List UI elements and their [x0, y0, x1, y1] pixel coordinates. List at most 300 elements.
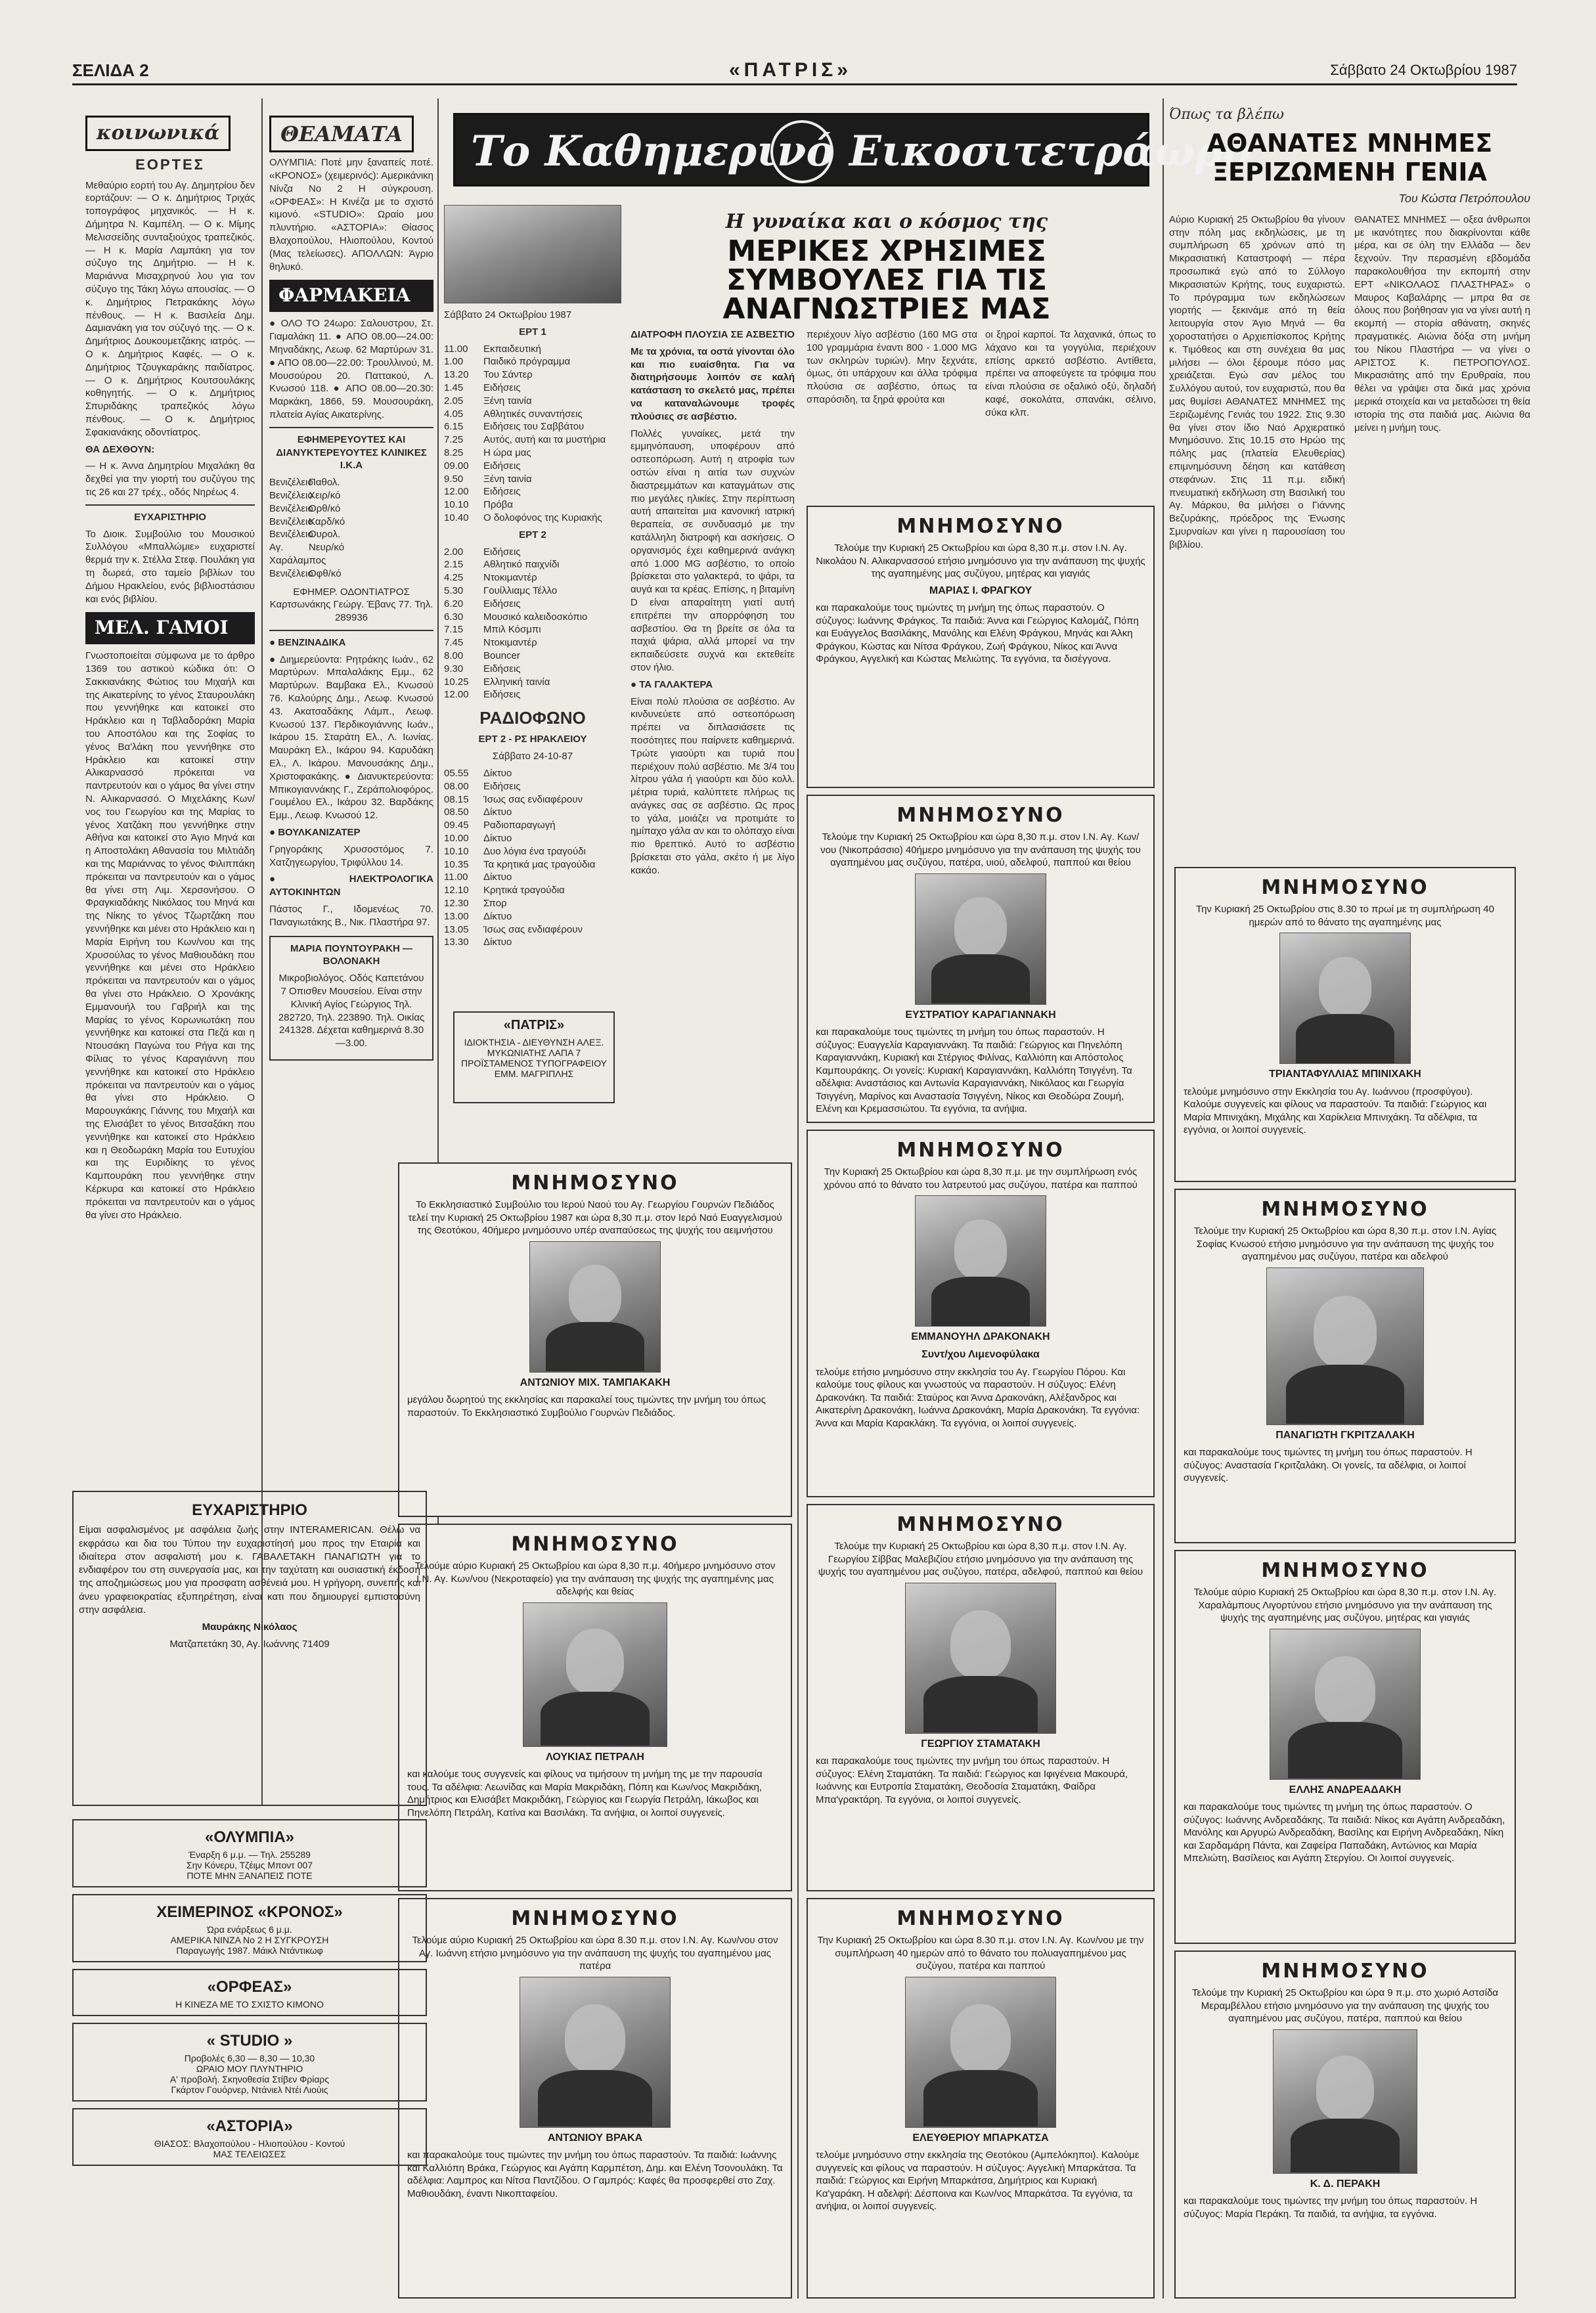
ert2-row-label: Μουσικό καλειδοσκόπιο — [483, 611, 588, 623]
ert1-row — [444, 408, 621, 421]
ert2-row — [444, 546, 621, 559]
memorial-details: τελούμε μνημόσυνο στην Εκκλησία του Αγ. Ιωάννου (προσφύγου). Καλούμε συγγενείς και φίλους να παραστούν. Τα παιδιά: Γεώργιος και Μαρία Μπινιχάκη, Μιχάλης και Χαρίκλεια Μπινιχάκη. Τα αδέλφια, τα εγγόνια, οι λοιποί συγγενείς. — [1184, 1086, 1487, 1136]
radio-row-time: 09.45 — [444, 820, 469, 831]
memorial-details: και παρακαλούμε τους τιμώντες τη μνήμη του όπως παραστούν. Η σύζυγος: Ευαγγελία Καραγιαννάκη. Τα παιδιά: Γεώργιος και Πηνελόπη Καραγιαννάκη, Κυριακή και Στέργιος Φιλίνας, Καλλιόπη και Απόστολος Καμπουράκης. Οι γονείς: Κυριακή Καραγιαννάκη, Καλλιόπη Τσιγγένη. Τα αδέλφια: Αναστάσιος και Αντωνία Καραγιαννάκη, Νικόλαος και Γεωργία Τσιγγένη, Μαρίνος και Αναστασία Τσιγγένη, Νίκος και Θεοδώρα Ζουμή, Ελένη και Κρεμασσιώτου. Τα εγγόνια, τα ανήψια. — [816, 1026, 1132, 1115]
memorial-notice — [1174, 1550, 1516, 1944]
radio-row-label: Δίκτυο — [483, 910, 512, 922]
memorial-details: και παρακαλούμε τους τιμώντες τη μνήμη του όπως παραστούν. Η σύζυγος: Αναστασία Γκριτζαλάκη. Οι γονείς, τα αδέλφια, οι λοιποί συγγενείς. — [1184, 1447, 1473, 1484]
portrait-photo — [1270, 1629, 1421, 1780]
ert2-row-label: Ελληνική ταινία — [483, 676, 550, 688]
ert2-row-label: Bouncer — [483, 650, 520, 661]
cinema-ad-line: ΘΙΑΣΟΣ: Βλαχοπούλου - Ηλιοπούλου - Κοντού — [154, 2138, 345, 2149]
ert2-row-label: Ειδήσεις — [483, 598, 521, 609]
ert1-row-label: Ξένη ταινία — [483, 473, 532, 485]
ert1-row-time: 4.05 — [444, 408, 464, 420]
radio-row-label: Ίσως σας ενδιαφέρουν — [483, 793, 583, 805]
clinic-row-label: Καρδ/κό — [309, 516, 345, 527]
ert2-row-label: Ειδήσεις — [483, 663, 521, 674]
ert2-row — [444, 636, 621, 650]
clinic-row-time: Βενιζέλειο — [269, 567, 313, 579]
lab-ad-text: Μικροβιολόγος. Οδός Καπετάνου 7 Οπισθεν Μουσείου. Είναι στην Κλινική Αγίος Γεώργιος Τηλ. 282720, Τηλ. 223890. Τηλ. Οικίας 241328. Δέχεται καθημερινά 8.30—3.00. — [278, 973, 425, 1049]
radio-row-time: 08.00 — [444, 780, 469, 792]
portrait-photo — [1279, 933, 1411, 1064]
divider — [269, 630, 433, 631]
imprint-box — [453, 1011, 615, 1103]
cinema-ads — [72, 1819, 427, 2279]
feature-col3-text: οι ξηροί καρποί. Τα λαχανικά, όπως το λάχανο και τα γογγύλια, περιέχουν επίσης αρκετό ασβέστιο. Αντίθετα, πρέπει να αποφεύγετε τα τρόφιμα που είναι πλούσια σε οξαλικό οξύ, δηλαδή καφέ, σοκολάτα, σπανάκι, σέλινο, σύκα κλπ. — [985, 329, 1156, 418]
thanks-ad-signer: Μαυράκης Νικόλαος — [202, 1621, 298, 1633]
memorial-body: Το Εκκλησιαστικό Συμβούλιο του Ιερού Ναού του Αγ. Γεωργίου Γουρνών Πεδιάδος τελεί την Κυριακή 25 Οκτωβρίου 1987 και ώρα 8,30 π.μ. στον Ιερό Ναό Ευαγγελισμού της Θεοτόκου, 40ήμερο μνημόσυνο υπέρ αναπαύσεως της ψυχής του αειμνήστου — [408, 1199, 782, 1236]
weddings-header: ΜΕΛ. ΓΑΜΟΙ — [85, 612, 255, 644]
ert1-row — [444, 460, 621, 473]
page-number: ΣΕΛΙΔΑ 2 — [72, 60, 149, 80]
vulcanizers-text: Γρηγοράκης Χρυσοστόμος 7. Χατζηγεωργίου, Τριφύλλου 14. — [269, 843, 433, 868]
memorial-name: ΕΛΛΗΣ ΑΝΔΡΕΑΔΑΚΗ — [1289, 1784, 1402, 1795]
radio-row-label: Δυο λόγια ένα τραγούδι — [483, 845, 586, 857]
receive-text: — Η κ. Άννα Δημητρίου Μιχαλάκη θα δεχθεί για την γιορτή του συζύγου της τις 26 και 27 τρέχ., οδός Νηρέως 4. — [85, 460, 255, 498]
radio-row — [444, 897, 621, 910]
radio-row-time: 10.10 — [444, 845, 469, 857]
radio-row-time: 12.10 — [444, 885, 469, 896]
memorial-name: ΠΑΝΑΓΙΩΤΗ ΓΚΡΙΤΖΑΛΑΚΗ — [1275, 1429, 1415, 1441]
clinic-row-time: Αγ. Χαράλαμπος — [269, 542, 326, 566]
memorial-notice — [398, 1524, 792, 1891]
clinics-title: ΕΦΗΜΕΡΕΥΟΥΤΕΣ ΚΑΙ ΔΙΑΝΥΚΤΕΡΕΥΟΥΤΕΣ ΚΛΙΝΙΚΕΣ Ι.Κ.Α — [276, 433, 427, 472]
portrait-face — [566, 1629, 623, 1694]
ert1-row — [444, 420, 621, 433]
feasts-title: ΕΟΡΤΕΣ — [135, 156, 205, 173]
memorial-title: ΜΝΗΜΟΣΥΝΟ — [511, 1907, 679, 1930]
ert1-row-time: 6.15 — [444, 421, 464, 433]
weddings-text: Γνωστοποιείται σύμφωνα με το άρθρο 1369 του αστικού κώδικα ότι: Ο Σακκιανάκης Φώτιος του Μιχαήλ και της Αικατερίνης το γένος Σταυρουλάκη που γεννήθηκε και κατοικεί στο Ηράκλειο και η Ταβλαδοράκη Μαρία του Αποστόλου και της Σοφίας το γένος Βα'λάκη που γεννήθηκε στο Ηράκλειο και κατοικεί στην Αλικαρνασσό πρόκειται να παντρευτούν και ο γάμος θα γίνει στην Ν. Αλικαρνασσό. Ο Μιχελάκης Κων/νος του Γεωργίου και της Μαρίας το γένος Χατζάκη που γεννήθηκε στην Αθήνα και κατοικεί στο Άγιο Μηνά και η Αποστολάκη Αθανασία του Μιλτιάδη και της Μαριάννας το γένος Φιλιππάκη πρόκειται να παντρευτούν και ο γάμος θα γίνει στη Λιμ. Χερσονήσου. Ο Φραγκιαδάκης Νικόλαος του Μηνά και της Νίκης το γένος Τζωρτζάκη που γεννήθηκε και μένει στο Ηράκλειο και η Μαρία Ειρήνη του Κων/νου και της Χρυσούλας το γένος Μαθιουδάκη που γεννήθηκε και μένει στο Ηράκλειο πρόκειται να παντρευτούν και ο γάμος θα γίνει στο Ηράκλειο. Ο Χρονάκης Εμμανουήλ του Γαβριήλ και της Μαρίας το γένος Κορωνιωτάκη που γεννήθηκε και κατοικεί στα Πεζά και η Ντουσάκη Παγώνα του Ρήγα και της Φίλιας το γένος Καραγιάννη που γεννήθηκε και κατοικεί στο Ηράκλειο πρόκειται να παντρευτούν και ο γάμος θα γίνει στο Ηράκλειο. Ο Μαρουγκάκης Γιάννης του Μιχαήλ και της Ελισάβετ το γένος Βιτσαξάκη που γεννήθηκε και κατοικεί στο Ηράκλειο και η Θεοδωράκη Μαρία του Ευτυχίου και της Ευριδίκης το γένος Καμπουράκη που γεννήθηκε στην Κέρκυρα και κατοικεί στο Ηράκλειο πρόκειται να παντρευτούν και ο γάμος θα γίνει στο Ηράκλειο. — [85, 650, 255, 1221]
ert2-schedule — [444, 546, 621, 702]
issue-date: Σάββατο 24 Οκτωβρίου 1987 — [1330, 62, 1517, 78]
ert1-schedule — [444, 343, 621, 525]
clinic-row-time: Βενιζέλειο — [269, 516, 313, 527]
memorial-details: μεγάλου δωρητού της εκκλησίας και παρακαλεί τους τιμώντες την μνήμη του όπως παραστούν. Το Εκκλησιαστικό Συμβούλιο Γουρνών Πεδιάδος. — [407, 1394, 766, 1419]
ert2-row-time: 2.15 — [444, 559, 464, 571]
ert1-row — [444, 433, 621, 447]
ert2-row-label: Αθλητικό παιχνίδι — [483, 559, 560, 571]
clinic-row-time: Βενιζέλειο — [269, 489, 313, 501]
gas-header: ● ΒΕΝΖΙΝΑΔΙΚΑ — [269, 636, 346, 648]
ert1-row-time: 13.20 — [444, 369, 469, 381]
cinema-ad-title: «ΑΣΤΟΡΙΑ» — [206, 2117, 293, 2135]
radio-row-label: Ραδιοπαραγωγή — [483, 820, 556, 831]
ert2-row — [444, 598, 621, 611]
ert1-row-label: Αυτός, αυτή και τα μυστήρια — [483, 434, 606, 446]
receive-title: ΘΑ ΔΕΧΘΟΥΝ: — [85, 443, 155, 455]
feature-col-1 — [631, 328, 795, 876]
radio-row — [444, 923, 621, 936]
portrait-photo — [523, 1602, 667, 1747]
ert2-row-time: 5.30 — [444, 584, 464, 596]
radio-row — [444, 910, 621, 923]
cinema-ad — [72, 1969, 427, 2016]
radio-row-time: 12.30 — [444, 897, 469, 909]
ert1-row-label: Εκπαιδευτική — [483, 343, 541, 355]
memorial-details: τελούμε ετήσιο μνημόσυνο στην εκκλησία του Αγ. Γεωργίου Πόρου. Και καλούμε τους φίλους και γνωστούς να παραστούν. Η σύζυγος: Ελένη Δρακονάκη. Τα παιδιά: Σταύρος και Άννα Δρακονάκη, Αλέξανδρος και Αικατερίνη Δρακονάκη, Ιωάννα Δρακονάκη, Μαρία Δρακονάκη. Τα εγγόνια: Άννα και Μαρία Καρακλάκη. Τα εγγόνια, οι λοιποί συγγενείς. — [816, 1366, 1140, 1429]
ert1-row-time: 10.40 — [444, 512, 469, 523]
ert1-row — [444, 512, 621, 525]
cinema-ad-line: Έναρξη 6 μ.μ. — Τηλ. 255289 — [188, 1849, 311, 1860]
memorial-name: ΤΡΙΑΝΤΑΦΥΛΛΙΑΣ ΜΠΙΝΙΧΑΚΗ — [1269, 1068, 1421, 1080]
radio-row-label: Κρητικά τραγούδια — [483, 885, 565, 896]
memorial-body: Τελούμε αύριο Κυριακή 25 Οκτωβρίου και ώρα 8,30 π.μ. 40ήμερο μνημόσυνο στον Ι.Ν. Αγ. Κων/νου (Νεκροταφείο) για την ανάπαυση της ψυχής της αγαπημένης μας αδελφής και θείας — [414, 1560, 776, 1597]
memorial-name-subtitle: Συντ/χου Λιμενοφύλακα — [921, 1348, 1040, 1360]
gas-text: ● Διημερεύοντα: Ρητράκης Ιωάν., 62 Μαρτύρων. Μπαλαλάκης Εμμ., 62 Μαρτύρων. Βαμβακα Ελ., Κνωσού 76. Καλούρης Δημ., Λεωφ. Κνωσού 43. Ακατσαδάκης Λάμπ., Λεωφ. Κνωσού 137. Περδικογιάννης Ιωάν., Ικάρου 15. Σταράτη Ελ., Λ. Ιωνίας. Μαυράκη Ελ., Ικάρου 94. Καρυδάκη Ελ., Λ. Ικάρου. Μανουσάκης Δημ., Χριστοφακάκης. ● Διανυκτερεύοντα: Μπικογιαννάκης Γ., Ζεράπολιοφόρος. Γουμέλου Ελ., Ικάρου 32. Βαρδάκης Εμμ., Λεωφ. Κνωσού 12. — [269, 653, 433, 822]
memorial-title: ΜΝΗΜΟΣΥΝΟ — [897, 804, 1065, 827]
memorial-notice — [1174, 1950, 1516, 2299]
radio-schedule — [444, 767, 621, 949]
tv-set-image — [444, 205, 621, 303]
feature-col2-text: περιέχουν λίγο ασβέστιο (160 MG στα 100 γραμμάρια έναντι 800 - 1.000 MG των σκληρών τυριών). Μην ξεχνάτε, όμως, ότι υπάρχουν και άλλα τρόφιμα πλούσια σε ασβέστιο, όπως τα σπαρόσιδη, τα ξηρά φρούτα και — [807, 329, 977, 405]
memorial-title: ΜΝΗΜΟΣΥΝΟ — [897, 1513, 1065, 1536]
ert1-row — [444, 355, 621, 368]
memorial-title: ΜΝΗΜΟΣΥΝΟ — [897, 1907, 1065, 1930]
memorial-notice — [807, 1504, 1155, 1891]
ert2-row — [444, 688, 621, 701]
ert2-row-label: Γουίλλιαμς Τέλλο — [483, 584, 558, 596]
ert2-row — [444, 611, 621, 624]
portrait-body — [1291, 2119, 1400, 2173]
ert1-row-label: Πρόβα — [483, 499, 514, 511]
clinic-row-label: Ουρολ. — [309, 529, 341, 540]
memorial-details: και παρακαλούμε τους τιμώντες τη μνήμη της όπως παραστούν. Ο σύζυγος: Ιωάννης Ανδρεαδάκης. Τα παιδιά: Νίκος και Αγάπη Ανδρεαδάκη, Μανόλης και Αργυρώ Ανδρεαδάκη, Βασίλης και Ειρήνη Ανδρεαδάκη, Νίκη και Σαρδαμάρη Πάντα, και Ζαφείρα Παπαδάκη, Αντώνιος και Μαρία Μπελιώτη, Βασίλειος και Αγάπη Στεργίου. Οι λοιποί συγγενείς. — [1184, 1801, 1505, 1864]
ert2-row — [444, 558, 621, 571]
memorial-details: και καλούμε τους συγγενείς και φίλους να τιμήσουν τη μνήμη της με την παρουσία τους. Τα αδέλφια: Λεωνίδας και Μαρία Μακριδάκη, Πόπη και Κων/νος Μακριδάκη, Δημήτριος και Ελισάβετ Μακριδάκη, Γεώργιος και Γεωργία Πετράλη, Ιάκωβος και Πηνελόπη Πετράλη, Κατίνα και Βασιλάκη. Τα ανήψια, οι λοιποί συγγενείς. — [407, 1769, 763, 1818]
memorial-body: Την Κυριακή 25 Οκτωβρίου στις 8.30 το πρωί με τη συμπλήρωση 40 ημερών από το θάνατο της αγαπημένης μας — [1196, 904, 1494, 928]
emblem-icon — [770, 120, 833, 183]
memorial-title: ΜΝΗΜΟΣΥΝΟ — [1261, 876, 1429, 899]
electric-text: Πάστος Γ., Ιδομενέως 70. Παναγιωτάκης Β., Νικ. Πλαστήρα 97. — [269, 904, 433, 928]
portrait-photo — [520, 1977, 671, 2128]
memorial-name: ΕΜΜΑΝΟΥΗΛ ΔΡΑΚΟΝΑΚΗ — [911, 1331, 1050, 1342]
portrait-face — [565, 2004, 625, 2073]
memorial-body: Την Κυριακή 25 Οκτωβρίου και ώρα 8.30 π.μ. στον Ι.Ν. Αγ. Κων/νου με την συμπλήρωση 40 ημερών από το θάνατο του πολυαγαπημένου μας συζύγου, πατέρα και παππού — [817, 1935, 1144, 1972]
cinema-ad-line: Α' προβολή. Σκηνοθεσία Στίβεν Φρίαρς — [169, 2074, 330, 2084]
memorial-name: ΓΕΩΡΓΙΟΥ ΣΤΑΜΑΤΑΚΗ — [921, 1738, 1040, 1750]
feature-body: Πολλές γυναίκες, μετά την εμμηνόπαυση, υποφέρουν από οστεοπόρωση. Αυτή η ατροφία των οστών είναι η αιτία των συχνών διαστρεμμάτων και καταγμάτων στις πιο μεγάλες ηλικίες. Στην περίπτωση αυτή απαιτείται μια κανονική ιατρική θεραπεία, σε συνδυασμό με την κατάλληλη διατροφή και ασκήσεις. Ο οργανισμός έχει καθημερινά ανάγκη από 1.000 MG ασβέστιο, το οποίο βρίσκεται στο γαλακτερά, το ψάρι, τα αυγά και τα κρέας. Επίσης, η βιταμίνη D είναι απαραίτητη γιατί αυτή επιτρέπει την απορρόφηση του ασβεστίου. Θα τη βρείτε σε όλα τα παχιά ψάρια, αλλά μπορεί να την εκπαιδεύσετε συχνά και εκτεθείτε στον ήλιο. — [631, 428, 795, 673]
memorial-body: Τελούμε αύριο Κυριακή 25 Οκτωβρίου και ώρα 8,30 π.μ. στον Ι.Ν. Αγ. Χαραλάμπους Λιγορτύνου ετήσιο μνημόσυνο για την ανάπαυση της ψυχής της αγαπημένης μας συζύγου, μητέρας και γιαγιάς — [1193, 1587, 1497, 1623]
memorial-details: τελούμε μνημόσυνο στην εκκλησία της Θεοτόκου (Αμπελόκηποι). Καλούμε συγγενείς και φίλους να παραστούν. Η σύζυγος: Αγγελική Μπαρκάτσα. Τα παιδιά: Γεώργιος και Ειρήνη Μπαρκάτσα, Δημήτριος και Κυριακή Κα'γαράκη. Η αδελφή: Δέσποινα και Κων/νος Μπαρκάτσα. Τα εγγόνια, τα ανήψια, οι λοιποί συγγενείς. — [816, 2149, 1140, 2213]
portrait-body — [923, 2070, 1037, 2127]
cinema-ad-line: Γκάρτον Γουόρνερ, Ντάνιελ Ντέι Λιούις — [171, 2084, 328, 2095]
ert2-row-label: Μπιλ Κόσμπι — [483, 624, 541, 636]
ert1-title: ΕΡΤ 1 — [519, 326, 546, 338]
clinic-row-time: Βενιζέλειο — [269, 477, 313, 489]
ert2-row-time: 10.25 — [444, 676, 469, 688]
ert1-row-label: Αθλητικές συναντήσεις — [483, 408, 583, 420]
clinic-row — [269, 489, 433, 502]
ert2-row-label: Ειδήσεις — [483, 546, 521, 558]
feature-col-3 — [985, 328, 1156, 499]
ert2-row-label: Ειδήσεις — [483, 689, 521, 701]
portrait-photo — [915, 873, 1046, 1005]
column-divider — [797, 749, 799, 2299]
ert1-row-label: Ειδήσεις — [483, 486, 521, 498]
radio-row — [444, 858, 621, 871]
memorial-name: ΜΑΡΙΑΣ Ι. ΦΡΑΓΚΟΥ — [929, 584, 1032, 596]
column-divider — [1163, 99, 1164, 2299]
lab-ad — [269, 936, 433, 1061]
cinema-ad-line: ΜΑΣ ΤΕΛΕΙΩΣΕΣ — [213, 2149, 286, 2159]
radio-row — [444, 793, 621, 806]
thanks-title: ΕΥΧΑΡΙΣΤΗΡΙΟ — [134, 511, 206, 523]
portrait-face — [1319, 957, 1371, 1017]
column-intro: Όπως τα βλέπω — [1169, 106, 1284, 123]
ert1-row — [444, 382, 621, 395]
portrait-body — [931, 954, 1030, 1003]
memorial-notice — [807, 1898, 1155, 2299]
thanks-text: Το Διοικ. Συμβούλιο του Μουσικού Συλλόγου «Μπαλλώμιε» ευχαριστεί θερμά την κ. Στέλλα Στεφ. Πουλάκη για τη δωρεά, στο ταμείο βιβλίων του Δήμου Ηρακλείου, ενός βιβλιοστάσιου και ενός βιβλίου. — [85, 528, 255, 605]
cinema-ad — [72, 2023, 427, 2102]
radio-row-label: Δίκτυο — [483, 833, 512, 844]
portrait-photo — [905, 1583, 1056, 1734]
cinema-ad-line: Παραγωγής 1987. Μάικλ Ντάντικωφ — [176, 1945, 323, 1956]
clinic-row-label: Νευρ/κό — [309, 542, 345, 554]
radio-row-label: Δίκτυο — [483, 936, 512, 948]
portrait-face — [1316, 2056, 1373, 2121]
ert1-row-label: Παιδικό πρόγραμμα — [483, 356, 571, 368]
portrait-face — [1315, 1656, 1375, 1725]
portrait-face — [954, 1220, 1006, 1279]
cinema-ad — [72, 1819, 427, 1887]
portrait-face — [569, 1265, 621, 1325]
memorial-body: Τελούμε την Κυριακή 25 Οκτωβρίου και ώρα 9 π.μ. στο χωριό Αστσίδα Μεραμβέλλου ετήσιο μνημόσυνο για την ανάπαυση της ψυχής του αγαπημένου μας συζύγου, πατέρα, παππού και θείου — [1191, 1987, 1499, 2024]
memorial-name: ΕΛΕΥΘΕΡΙΟΥ ΜΠΑΡΚΑΤΣΑ — [912, 2132, 1049, 2144]
ert1-row-time: 1.00 — [444, 356, 464, 368]
feature-col-2 — [807, 328, 977, 499]
radio-row-label: Δίκτυο — [483, 768, 512, 780]
imprint-title: «ΠΑΤΡΙΣ» — [503, 1018, 565, 1032]
memorial-body: Τελούμε την Κυριακή 25 Οκτωβρίου και ώρα 8,30 π.μ. στον Ι.Ν. Αγ. Νικολάου Ν. Αλικαρνασσού ετήσιο μνημόσυνο για την ανάπαυση της ψυχής της αγαπημένης μας συζύγου, μητέρας και γιαγιάς — [816, 542, 1145, 579]
ert1-row — [444, 485, 621, 498]
clinic-row — [269, 502, 433, 516]
memorial-notice — [807, 795, 1155, 1123]
pharmacies-text: ● ΟΛΟ ΤΟ 24ωρο: Σαλουστρου, Στ. Γιαμαλάκη 11. ● ΑΠΟ 08.00—24.00: Μηναδάκης, Λεωφ. 62 Μαρτύρων 31. ● ΑΠΟ 08.00—22.00: Τρουλλινού, Μ. Μουσούρου 20. Παττακού, Λ. Κνωσού 118. ● ΑΠΟ 08.00—20.30: Μαρκάκη, 1866, 59. Μουσουράκη, πλατεία Αγίας Αικατερίνης. — [269, 318, 433, 420]
thanks-ad-address: Ματζαπετάκη 30, Αγ. Ιωάννης 71409 — [169, 1639, 330, 1650]
clinic-row — [269, 476, 433, 489]
feature-kicker: Η γυναίκα και ο κόσμος της — [725, 210, 1048, 233]
ert2-row — [444, 623, 621, 636]
portrait-photo — [915, 1195, 1046, 1327]
column-title-1: ΑΘΑΝΑΤΕΣ ΜΝΗΜΕΣ — [1207, 129, 1493, 158]
radio-row — [444, 767, 621, 780]
social-header: κοινωνικά — [85, 116, 231, 151]
ert1-row-time: 2.05 — [444, 395, 464, 407]
ert2-row-label: Ντοκιμαντέρ — [483, 572, 537, 584]
memorial-name: ΕΥΣΤΡΑΤΙΟΥ ΚΑΡΑΓΙΑΝΝΑΚΗ — [905, 1009, 1056, 1021]
memorial-title: ΜΝΗΜΟΣΥΝΟ — [1261, 1960, 1429, 1983]
memorial-title: ΜΝΗΜΟΣΥΝΟ — [897, 1139, 1065, 1162]
electric-header: ● ΗΛΕΚΤΡΟΛΟΓΙΚΑ ΑΥΤΟΚΙΝΗΤΩΝ — [269, 873, 433, 898]
ert1-row-label: Ειδήσεις — [483, 460, 521, 472]
imprint-text: ΙΔΙΟΚΤΗΣΙΑ - ΔΙΕΥΘΥΝΣΗ ΑΛΕΞ. ΜΥΚΩΝΙΑΤΗΣ ΛΑΠΑ 7 ΠΡΟΪΣΤΑΜΕΝΟΣ ΤΥΠΟΓΡΑΦΕΙΟΥ ΕΜΜ. ΜΑΓΡΙΠΛΗΣ — [460, 1037, 608, 1079]
memorial-title: ΜΝΗΜΟΣΥΝΟ — [1261, 1559, 1429, 1582]
ert1-row-time: 11.00 — [444, 343, 468, 355]
cinema-ad — [72, 1894, 427, 1962]
ert1-row — [444, 447, 621, 460]
memorial-body: Τελούμε την Κυριακή 25 Οκτωβρίου και ώρα 8,30 π.μ. στον Ι.Ν. Αγ. Κων/νου (Νικοπράσσιο) 40ήμερο μνημόσυνο για την ανάπαυση της ψυχής του αγαπημένου μας συζύγου, πατέρα, υιού, αδελφού, παππού και θείου — [820, 831, 1141, 868]
feature-headline: ΜΕΡΙΚΕΣ ΧΡΗΣΙΜΕΣ ΣΥΜΒΟΥΛΕΣ ΓΙΑ ΤΙΣ ΑΝΑΓΝΩΣΤΡΙΕΣ ΜΑΣ — [722, 234, 1051, 326]
radio-date: Σάββατο 24-10-87 — [492, 751, 573, 762]
radio-row-time: 08.50 — [444, 806, 469, 818]
ert2-row — [444, 650, 621, 663]
cinema-ad-line: ΩΡΑΙΟ ΜΟΥ ΠΛΥΝΤΗΡΙΟ — [196, 2063, 303, 2074]
portrait-face — [950, 2004, 1010, 2073]
radio-row — [444, 884, 621, 897]
radio-row-label: Ειδήσεις — [483, 780, 521, 792]
memorial-title: ΜΝΗΜΟΣΥΝΟ — [511, 1172, 679, 1195]
pharmacies-header: ΦΑΡΜΑΚΕΙΑ — [269, 280, 433, 312]
portrait-photo — [1273, 2029, 1417, 2174]
cinema-ad — [72, 2108, 427, 2166]
newspaper-title: «ΠΑΤΡΙΣ» — [729, 59, 852, 81]
ert2-row-time: 2.00 — [444, 546, 464, 558]
clinic-row-label: Παθολ. — [309, 477, 340, 489]
radio-row — [444, 871, 621, 884]
portrait-body — [541, 1692, 650, 1746]
memorial-notice — [807, 1130, 1155, 1497]
portrait-body — [538, 2070, 652, 2127]
divider — [85, 504, 255, 506]
feature-milk-text: Είναι πολύ πλούσια σε ασβέστιο. Αν κινδυνεύετε από οστεοπόρωση πρέπει να διπλασιάσετε τις ποσότητες που παίρνετε καθημερινά. Τρώτε γιαούρτι και τυριά που περιέχουν πολύ ασβέστιο. Με 3/4 του λίτρου γάλα ή γιαούρτι και δύο κολλ. μέτρια τυριά, καλύπτετε πλήρως τις ανάγκες σας σε ασβέστιο. Ως προς το γάλα, μοιάζει να προτιμάτε το ημίπαχο γάλα αν και το ολόπαχο είναι πιο θρεπτικό. Αυτό το ασβέστιο βρίσκεται στο γάλα, σκέτο ή με λίγο κακάο. — [631, 695, 795, 876]
memorial-notice — [398, 1898, 792, 2299]
ert1-row-time: 7.25 — [444, 434, 464, 446]
ert1-row — [444, 395, 621, 408]
memorial-body: Τελούμε την Κυριακή 25 Οκτωβρίου και ώρα 8,30 π.μ. στον Ι.Ν. Αγ. Γεωργίου Σίββας Μαλεβιζίου ετήσιο μνημόσυνο για την ανάπαυση της ψυχής του αγαπημένου μας συζύγου, πατέρα, αδελφού, παππού και θείου — [818, 1541, 1143, 1577]
ert1-row-time: 8.25 — [444, 447, 464, 458]
clinic-row-time: Βενιζέλειο — [269, 529, 313, 540]
radio-row-time: 10.00 — [444, 833, 469, 844]
radio-row-time: 13.00 — [444, 910, 469, 922]
ert2-row-time: 7.15 — [444, 624, 464, 636]
ert2-row-time: 12.00 — [444, 689, 469, 701]
radio-row — [444, 832, 621, 845]
radio-row-label: Τα κρητικά μας τραγούδια — [483, 858, 596, 870]
memorial-title: ΜΝΗΜΟΣΥΝΟ — [897, 515, 1065, 538]
ert2-row-time: 6.20 — [444, 598, 464, 609]
ert1-row — [444, 343, 621, 356]
radio-title: ΡΑΔΙΟΦΩΝΟ — [479, 708, 586, 728]
memorial-name: ΑΝΤΩΝΙΟΥ ΜΙΧ. ΤΑΜΠΑΚΑΚΗ — [520, 1377, 671, 1388]
ert1-row-time: 1.45 — [444, 382, 464, 393]
column-title-2: ΞΕΡΙΖΩΜΕΝΗ ΓΕΝΙΑ — [1212, 158, 1487, 187]
portrait-body — [1286, 1365, 1405, 1424]
memorial-details: και παρακαλούμε τους τιμώντες την μνήμη του όπως παραστούν. Τα παιδιά: Ιωάννης και Καλλιόπη Βράκα, Γεώργιος και Αγάπη Καρμπέτση, Δημ. και Ελένη Τσονουλάκη. Τα αδέλφια: Λαμπρος και Νίτσα Παντζίδου. Ο Γαμπρός: Καφές θα προσφερθεί στο Ζαχ. Μαθιουδάκη, έναντι Νικοπταφείου. — [407, 2149, 783, 2199]
ert1-row-label: Ειδήσεις — [483, 382, 521, 393]
radio-row-label: Ίσως σας ενδιαφέρουν — [483, 923, 583, 935]
opinion-column — [1169, 105, 1530, 860]
memorial-notice — [1174, 1189, 1516, 1543]
radio-row-label: Δίκτυο — [483, 871, 512, 883]
memorial-name: Κ. Δ. ΠΕΡΑΚΗ — [1310, 2178, 1381, 2190]
ert1-row-label: Ξένη ταινία — [483, 395, 532, 407]
ert1-row-time: 12.00 — [444, 486, 469, 498]
memorial-name: ΛΟΥΚΙΑΣ ΠΕΤΡΑΛΗ — [546, 1751, 644, 1763]
ert1-row-time: 09.00 — [444, 460, 469, 472]
cinema-ad-line: ΑΜΕΡΙΚΑ ΝΙΝΖΑ Νο 2 Η ΣΥΓΚΡΟΥΣΗ — [170, 1935, 329, 1945]
banner-right-text: Εικοσιτετράωρο — [849, 127, 1251, 176]
theater-header: ΘΕΑΜΑΤΑ — [269, 116, 414, 152]
thanks-ad — [72, 1491, 427, 1806]
portrait-photo — [529, 1241, 661, 1373]
clinic-row — [269, 516, 433, 529]
ert2-row-time: 9.30 — [444, 663, 464, 674]
radio-row — [444, 936, 621, 949]
portrait-body — [1288, 1722, 1402, 1779]
banner-left-text: Το Καθημερινό — [471, 127, 835, 176]
ert1-row-label: Του Σάντερ — [483, 369, 533, 381]
clinic-row — [269, 567, 433, 581]
memorial-title: ΜΝΗΜΟΣΥΝΟ — [1261, 1198, 1429, 1221]
dentist-text: ΕΦΗΜΕΡ. ΟΔΟΝΤΙΑΤΡΟΣ Καρτσωνάκης Γεώργ. Έβανς 77. Τηλ. 289936 — [269, 586, 433, 624]
memorial-name: ΑΝΤΩΝΙΟΥ ΒΡΑΚΑ — [547, 2132, 643, 2144]
feature-lead: Με τα χρόνια, τα οστά γίνονται όλο και πιο ευαίσθητα. Για να διατηρήσουμε λοιπόν σε καλή κατάσταση το σκελετό μας, πρέπει να καταναλώνουμε τροφές πλούσιες σε ασβέστιο. — [631, 345, 795, 422]
radio-row-label: Δίκτυο — [483, 806, 512, 818]
memorial-details: και παρακαλούμε τους τιμώντες την μνήμη του όπως παραστούν. Η σύζυγος: Ελένη Σταματάκη. Τα παιδιά: Γεώργιος και Ιφιγένεια Μακουρά, Ιωάννης και Ευτροπία Σταματάκη, Θεοδοσία Σταματάκη, Φαίδρα Μπα'γρακτάρη. Τα εγγόνια, οι λοιποί συγγενείς. — [816, 1755, 1128, 1805]
feature-milk-title: ● ΤΑ ΓΑΛΑΚΤΕΡΑ — [631, 678, 713, 690]
portrait-body — [931, 1277, 1030, 1326]
memorial-details: και παρακαλούμε τους τιμώντες τη μνήμη της όπως παραστούν. Ο σύζυγος: Ιωάννης Φράγκος. Τα παιδιά: Άννα και Γεώργιος Καλομάζ, Πόπη και Ευάγγελος Βασιλάκης, Μανόλης και Ελένη Φράγκου, Μηνάς και Άλκη Φράγκου, Κώστας και Νίτσα Φράγκου, Ζωή Φράγκου, Νίκος και Άννα Φράγκου, Αγγελική και Κώστας Μελιώτης. Τα εγγόνια, τα δισέγγονα. — [816, 602, 1139, 665]
ert2-row — [444, 663, 621, 676]
feasts-text: Μεθαύριο εορτή του Αγ. Δημητρίου δεν εορτάζουν: — Ο κ. Δημήτριος Τριχάς τοπογράφος μηχανικός. — Η κ. Δήμητρα Ν. Καμπέλη. — Ο κ. Μίμης Μελισσείδης συνταξιούχος τραπεζικός. — Η κ. Μαρία Λαμπάκη για τον σύζυγο της Δημήτριο. — Η κ. Μαριάννα Μισαχρηνού λου για τον σύζυγο της Τάκη λόγω απουσίας. — Ο κ. Δημήτριος Πετρακάκης λόγω πένθους. — Η κ. Βασιλεία Δημ. Δαμιανάκη για τον σύζυγό της. — Ο κ. Δημήτριος Δουκουμετζάκης ιατρός. — Ο κ. Δημήτριος Καφές. — Ο κ. Δημήτριος Τζουγκαράκης παιδίατρος. — Ο κ. Δημήτριος Κουτσουλάκης κοθηγητής. — Ο κ. Δημήτριος Σπυριδάκης τραπεζικός λόγω πένθους. — Ο κ. Δημήτριος Σφακιανάκης οδοντίατρος. — [85, 179, 255, 438]
radio-row-time: 13.05 — [444, 923, 469, 935]
portrait-body — [1296, 1014, 1394, 1063]
clinic-row-time: Βενιζέλειο — [269, 502, 313, 514]
radio-row-time: 05.55 — [444, 768, 469, 780]
cinema-ad-line: Σην Κόνερυ, Τζέιμς Μποντ 007 — [186, 1860, 313, 1870]
cinema-text: ΟΛΥΜΠΙΑ: Ποτέ μην ξαναπείς ποτέ. «ΚΡΟΝΟΣ» (χειμερινός): Αμερικάνικη Νίνζα Νο 2 Η σύγκρουση. «ΟΡΦΕΑΣ»: Η Κινέζα με το σχιστό κιμονό. «STUDIO»: Ωραίο μου πλυντήριο. «ΑΣΤΟΡΙΑ»: Θίασος Βλαχοπούλου, Ηλιοπούλου, Κοντού (Μας τελείωσες). ΑΠΟΛΛΩΝ: Άγριο θηλυκό. — [269, 157, 433, 273]
radio-row — [444, 780, 621, 793]
divider — [269, 427, 433, 428]
clinic-row — [269, 541, 433, 567]
vulcanizers-header: ● ΒΟΥΛΚΑΝΙΖΑΤΕΡ — [269, 827, 361, 839]
radio-row-time: 13.30 — [444, 936, 469, 948]
radio-row-time: 11.00 — [444, 871, 468, 883]
ert1-row — [444, 473, 621, 486]
thanks-ad-title: ΕΥΧΑΡΙΣΤΗΡΙΟ — [192, 1501, 307, 1519]
column-text-b: ΘΑΝΑΤΕΣ ΜΝΗΜΕΣ — οξεα άνθρωποι με ικανότητες που διακρίνονται κάθε μέρα, και σε όλη την Ελλάδα — δεν ξεχνούν. Την περασμένη εβδομάδα παρακολουθήσα την εκπομπή στην ΕΡΤ «ΝΙΚΟΛΑΟΣ ΠΛΑΣΤΗΡΑΣ» ο Μαυρος Καβαλάρης — μπρα θα σε όλους που βοήθησαν για να γίνει αυτή η εκομπή — στορία αθάνατη, σκηνές πραγματικές. Αιώνια δόξα στη μνήμη του Νίκου Πλαστήρα — να γίνει ο ΑΡΙΣΤΟΣ Κ. ΠΕΤΡΟΠΟΥΛΟΣ. Μικρασιάτης από την Ερυθραία, που θέλει να γράψει στα δικά μας χρόνια μερικά στοιχεία και να μεταδώσει τη θεία ιστορία της στα παιδιά μας. Αιώνια θα μείνει η μνήμη τους. — [1354, 213, 1530, 433]
ert1-row-label: Ο δολοφόνος της Κυριακής — [483, 512, 602, 523]
portrait-face — [1314, 1296, 1376, 1367]
clinic-row-label: Ορθ/κό — [309, 502, 341, 514]
masthead — [72, 56, 1517, 85]
radio-row — [444, 845, 621, 858]
portrait-body — [546, 1322, 644, 1371]
ert1-row-label: Η ώρα μας — [483, 447, 531, 458]
radio-row-time: 10.35 — [444, 858, 469, 870]
cinema-ad-title: «ΟΛΥΜΠΙΑ» — [205, 1828, 294, 1846]
ert1-row — [444, 498, 621, 512]
memorial-notice — [807, 506, 1155, 788]
clinic-row-label: Οφθ/κό — [309, 567, 342, 579]
radio-subtitle: ΕΡΤ 2 - ΡΣ ΗΡΑΚΛΕΙΟΥ — [478, 734, 587, 745]
cinema-ad-title: ΧΕΙΜΕΡΙΝΟΣ «ΚΡΟΝΟΣ» — [156, 1903, 343, 1921]
ert2-row — [444, 676, 621, 689]
memorial-body: Τελούμε αύριο Κυριακή 25 Οκτωβρίου και ώρα 8.30 π.μ. στον Ι.Ν. Αγ. Κων/νου στον Αγ. Ιωάννη ετήσιο μνημόσυνο για την ανάπαυση της ψυχής του αγαπημένου μας πατέρα — [412, 1935, 778, 1972]
memorial-details: και παρακαλούμε τους τιμώντες την μνήμη του όπως παραστούν. Η σύζυγος: Μαρία Περάκη. Τα παιδιά, τα ανήψια, τα εγγόνια. — [1184, 2195, 1478, 2220]
ert2-title: ΕΡΤ 2 — [519, 529, 546, 540]
memorial-title: ΜΝΗΜΟΣΥΝΟ — [511, 1533, 679, 1556]
daily-banner — [453, 113, 1251, 187]
tv-date: Σάββατο 24 Οκτωβρίου 1987 — [444, 309, 572, 320]
column-author: Του Κώστα Πετρόπουλου — [1398, 192, 1530, 206]
feature-header — [624, 210, 1149, 326]
ert2-row-time: 6.30 — [444, 611, 464, 623]
cinema-ad-title: «ΟΡΦΕΑΣ» — [207, 1978, 292, 1996]
